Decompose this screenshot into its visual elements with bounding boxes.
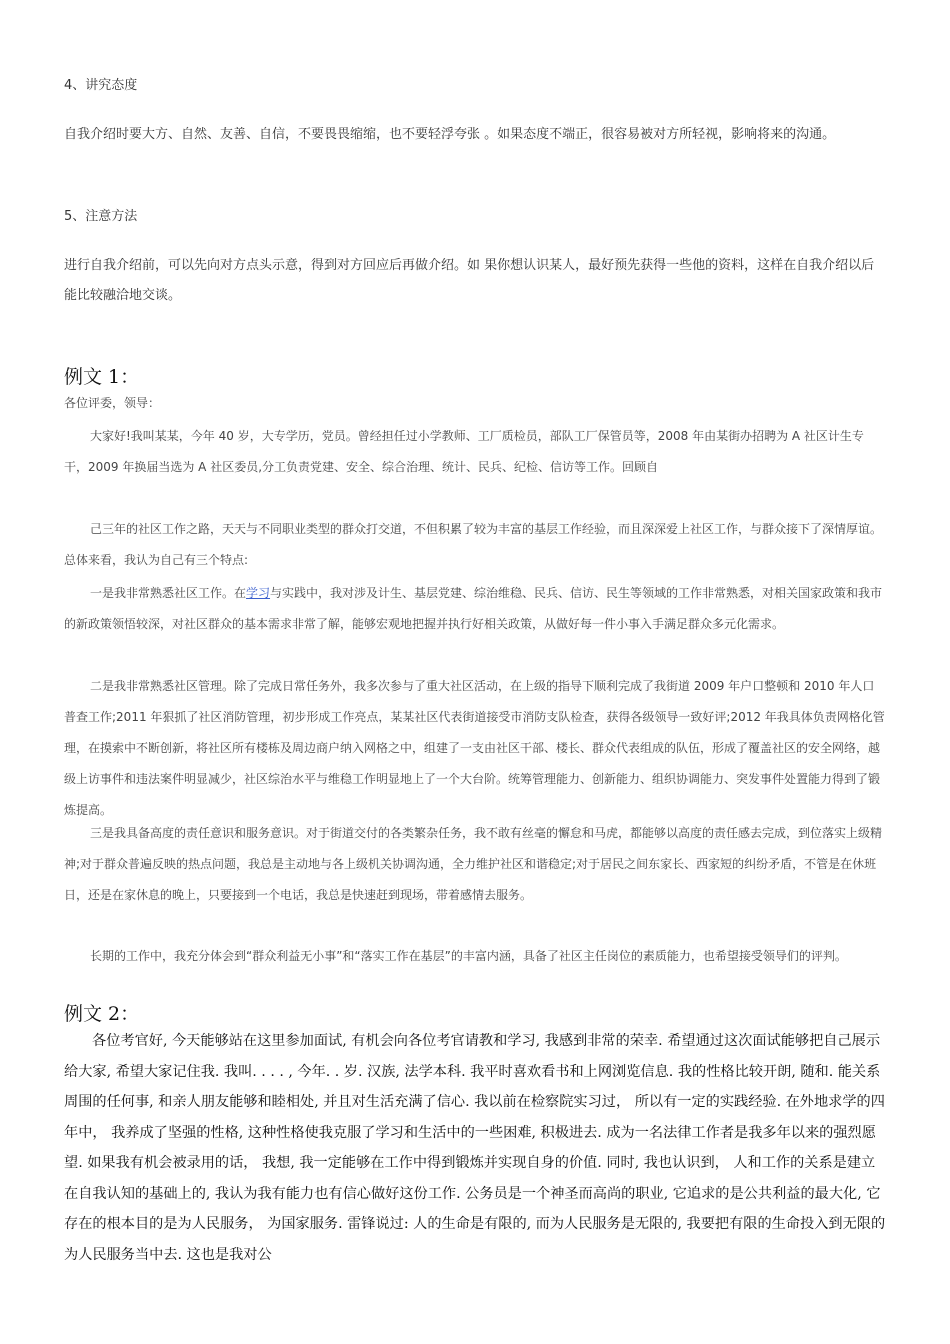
paragraph-3-text-end: 与实践中，我对涉及计生、基层党建、综治维稳、民兵、信访、民生等领域的工作非常熟悉，对相关国家政策和我市的新政策领悟较深，对社区群众的基本需求非常了解，能够宏观地把握并执行好相关政策，从做好每一件小事入手满足群众多元化需求。 xyxy=(64,586,883,631)
example-2-paragraph-1: 各位考官好, 今天能够站在这里参加面试, 有机会向各位考官请教和学习, 我感到非常的荣幸. 希望通过这次面试能够把自己展示给大家, 希望大家记住我. 我叫. . . . , 今年. . 岁. 汉族, 法学本科. 我平时喜欢看书和上网浏览信息. 我的性格比较开朗, 随和. 能关系周围的任何事, 和亲人朋友能够和睦相处, 并且对生活充满了信心. 我以前在检察院实习过， 所以有一定的实践经验. 在外地求学的四年中， 我养成了坚强的性格, 这种性格使我克服了学习和生活中的一些困难, 积极进去. 成为一名法律工作者是我多年以来的强烈愿望. 如果我有机会被录用的话， 我想, 我一定能够在工作中得到锻炼并实现自身的价值. 同时, 我也认识到， 人和工作的关系是建立在自我认知的基础上的, 我认为我有能力也有信心做好这份工作. 公务员是一个神圣而高尚的职业, 它追求的是公共利益的最大化, 它存在的根本目的是为人民服务， 为国家服务. 雷锋说过: 人的生命是有限的, 而为人民服务是无限的, 我要把有限的生命投入到无限的为人民服务当中去. 这也是我对公 xyxy=(64,1033,886,1263)
example-1-paragraph-1: 大家好!我叫某某，今年 40 岁，大专学历，党员。曾经担任过小学教师、工厂质检员，部队工厂保管员等，2008 年由某街办招聘为 A 社区计生专干，2009 年换届当选为 A 社区委员,分工负责党建、安全、综合治理、统计、民兵、纪检、信访等工作。回顾自 xyxy=(64,429,864,474)
example-1-paragraph-5: 三是我具备高度的责任意识和服务意识。对于街道交付的各类繁杂任务，我不敢有丝毫的懈怠和马虎，都能够以高度的责任感去完成，到位落实上级精神;对于群众普遍反映的热点问题，我总是主动地与各上级机关协调沟通，全力维护社区和谐稳定;对于居民之间东家长、西家短的纠纷矛盾，不管是在休班日，还是在家休息的晚上，只要接到一个电话，我总是快速赶到现场，带着感情去服务。 xyxy=(64,826,883,902)
example-1-paragraph-2: 己三年的社区工作之路，天天与不同职业类型的群众打交道，不但积累了较为丰富的基层工作经验，而且深深爱上社区工作，与群众接下了深情厚谊。总体来看，我认为自己有三个特点: xyxy=(64,522,883,567)
section-4-text: 自我介绍时要大方、自然、友善、自信，不要畏畏缩缩，也不要轻浮夸张 。如果态度不端正，很容易被对方所轻视，影响将来的沟通。 xyxy=(64,127,836,142)
study-link[interactable]: 学习 xyxy=(246,586,271,600)
example-2-title: 例文 2： xyxy=(64,1003,140,1025)
example-1-paragraph-6: 长期的工作中，我充分体会到“群众利益无小事”和“落实工作在基层”的丰富内涵，具备了社区主任岗位的素质能力，也希望接受领导们的评判。 xyxy=(90,949,847,963)
example-1-salutation: 各位评委，领导： xyxy=(64,396,161,410)
section-4-heading: 4、讲究态度 xyxy=(64,78,138,93)
example-1-title: 例文 1： xyxy=(64,366,140,388)
example-1-paragraph-4: 二是我非常熟悉社区管理。除了完成日常任务外，我多次参与了重大社区活动，在上级的指导下顺利完成了我街道 2009 年户口整顿和 2010 年人口普查工作;2011 年狠抓了社区消防管理，初步形成工作亮点，某某社区代表街道接受市消防支队检查，获得各级领导一致好评;2012 年我具体负责网格化管理，在摸索中不断创新，将社区所有楼栋及周边商户纳入网格之中，组建了一支由社区干部、楼长、群众代表组成的队伍，形成了覆盖社区的安全网络，越级上访事件和违法案件明显减少，社区综治水平与维稳工作明显地上了一个大台阶。统筹管理能力、创新能力、组织协调能力、突发事件处置能力得到了锻炼提高。 xyxy=(64,679,885,817)
section-5-heading: 5、注意方法 xyxy=(64,209,138,224)
section-5-text: 进行自我介绍前，可以先向对方点头示意，得到对方回应后再做介绍。如 果你想认识某人，最好预先获得一些他的资料，这样在自我介绍以后能比较融洽地交谈。 xyxy=(64,258,875,303)
example-1-paragraph-3 xyxy=(64,578,886,640)
paragraph-3-text-start: 一是我非常熟悉社区工作。在 xyxy=(90,586,247,600)
